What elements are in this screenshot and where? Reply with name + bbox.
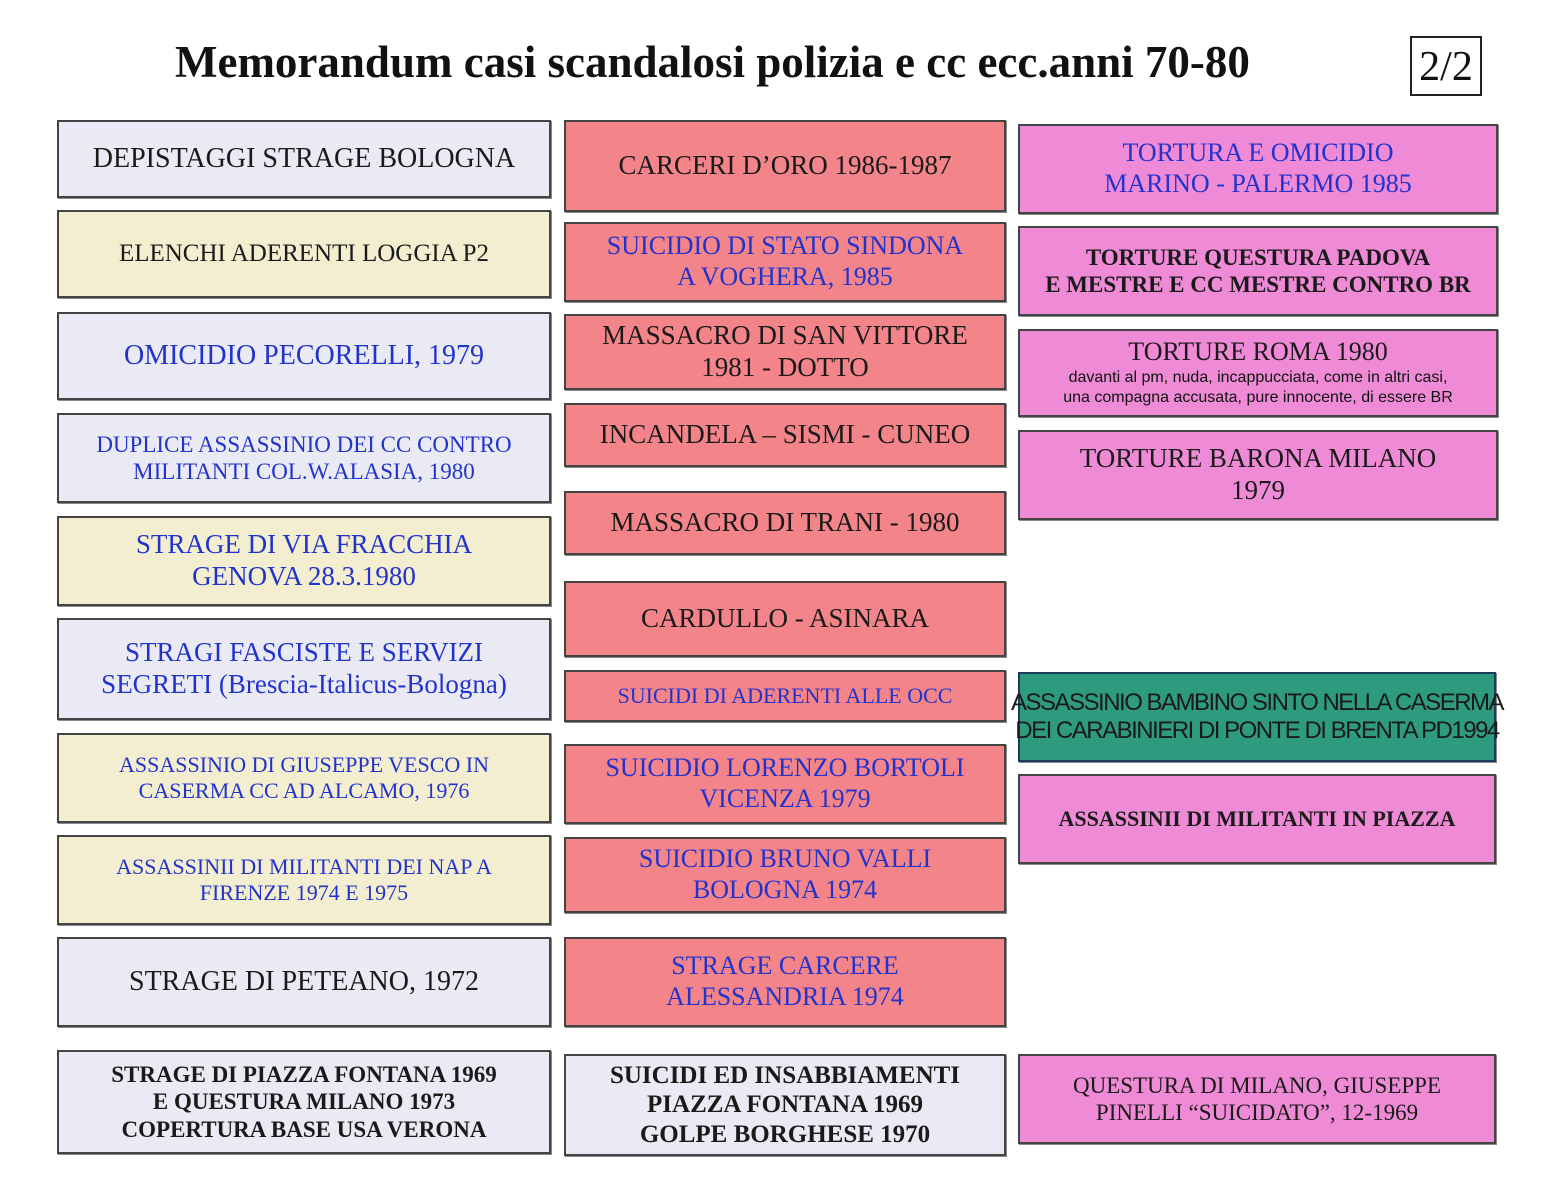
case-line: 1979 bbox=[1231, 475, 1285, 505]
case-subtext: una compagna accusata, pure innocente, di essere BR bbox=[1063, 389, 1453, 407]
case-line: STRAGE DI PIAZZA FONTANA 1969 bbox=[111, 1062, 497, 1088]
case-line: CARCERI D’ORO 1986-1987 bbox=[618, 150, 952, 181]
case-box-middle-6 bbox=[564, 581, 1006, 657]
case-box-left-8 bbox=[57, 835, 551, 925]
case-line: DEI CARABINIERI DI PONTE DI BRENTA PD1994 bbox=[1015, 717, 1499, 744]
case-line: SUICIDIO LORENZO BORTOLI bbox=[605, 753, 965, 783]
case-line: TORTURE QUESTURA PADOVA bbox=[1085, 244, 1431, 270]
case-line: STRAGI FASCISTE E SERVIZI bbox=[124, 637, 484, 668]
case-box-left-3 bbox=[57, 312, 551, 400]
case-line: INCANDELA – SISMI - CUNEO bbox=[599, 419, 971, 450]
case-line: ELENCHI ADERENTI LOGGIA P2 bbox=[118, 240, 490, 268]
case-line: MARINO - PALERMO 1985 bbox=[1104, 169, 1412, 198]
case-line: STRAGE DI PETEANO, 1972 bbox=[129, 966, 479, 998]
case-box-middle-9 bbox=[564, 837, 1006, 913]
case-box-middle-10 bbox=[564, 937, 1006, 1027]
case-line: SEGRETI (Brescia-Italicus-Bologna) bbox=[101, 669, 507, 699]
case-box-right-5 bbox=[1010, 672, 1504, 762]
case-box-middle-8 bbox=[564, 744, 1006, 824]
case-line: TORTURE BARONA MILANO bbox=[1079, 443, 1437, 474]
case-box-middle-11 bbox=[564, 1054, 1006, 1156]
case-line: SUICIDI DI ADERENTI ALLE OCC bbox=[617, 683, 953, 709]
case-box-left-2 bbox=[57, 210, 551, 298]
case-box-middle-7 bbox=[564, 670, 1006, 722]
case-line: GENOVA 28.3.1980 bbox=[192, 561, 416, 591]
case-box-right-7 bbox=[1018, 1054, 1496, 1144]
case-line: MILITANTI COL.W.ALASIA, 1980 bbox=[133, 459, 475, 484]
case-box-middle-5 bbox=[564, 491, 1006, 555]
case-box-right-1 bbox=[1018, 124, 1498, 214]
case-line: MASSACRO DI TRANI - 1980 bbox=[610, 507, 960, 538]
case-box-right-4 bbox=[1018, 430, 1498, 520]
case-line: 1981 - DOTTO bbox=[701, 352, 869, 382]
page-title bbox=[0, 36, 1554, 96]
case-line: OMICIDIO PECORELLI, 1979 bbox=[123, 340, 485, 372]
case-box-left-4 bbox=[57, 413, 551, 503]
case-line: TORTURA E OMICIDIO bbox=[1122, 138, 1394, 168]
case-box-left-7 bbox=[57, 733, 551, 823]
case-line: SUICIDI ED INSABBIAMENTI bbox=[609, 1061, 961, 1089]
case-line: FIRENZE 1974 E 1975 bbox=[199, 880, 409, 905]
case-box-left-10 bbox=[57, 1050, 551, 1154]
case-line: VICENZA 1979 bbox=[699, 784, 871, 813]
case-line: STRAGE DI VIA FRACCHIA bbox=[135, 529, 473, 560]
case-box-right-3 bbox=[1018, 329, 1498, 417]
case-line: QUESTURA DI MILANO, GIUSEPPE bbox=[1072, 1072, 1441, 1098]
case-line: ASSASSINII DI MILITANTI IN PIAZZA bbox=[1058, 806, 1456, 832]
case-subtext: davanti al pm, nuda, incappucciata, come in altri casi, bbox=[1068, 368, 1448, 386]
case-line: ASSASSINIO DI GIUSEPPE VESCO IN bbox=[119, 752, 489, 778]
case-line: CASERMA CC AD ALCAMO, 1976 bbox=[138, 778, 470, 803]
case-box-right-2 bbox=[1018, 226, 1498, 316]
case-box-left-6 bbox=[57, 618, 551, 720]
case-line: ASSASSINII DI MILITANTI DEI NAP A bbox=[116, 854, 492, 880]
case-line: ALESSANDRIA 1974 bbox=[666, 982, 904, 1011]
case-box-left-9 bbox=[57, 937, 551, 1027]
case-line: E QUESTURA MILANO 1973 bbox=[152, 1089, 456, 1115]
case-line: COPERTURA BASE USA VERONA bbox=[121, 1116, 487, 1142]
case-line: SUICIDIO BRUNO VALLI bbox=[638, 844, 932, 874]
case-box-left-1 bbox=[57, 120, 551, 198]
case-box-middle-1 bbox=[564, 120, 1006, 212]
case-box-middle-3 bbox=[564, 314, 1006, 390]
case-line: A VOGHERA, 1985 bbox=[677, 262, 893, 291]
case-line: DEPISTAGGI STRAGE BOLOGNA bbox=[92, 143, 516, 175]
case-line: STRAGE CARCERE bbox=[671, 951, 899, 981]
case-line: TORTURE ROMA 1980 bbox=[1128, 336, 1388, 366]
case-line: PINELLI “SUICIDATO”, 12-1969 bbox=[1095, 1100, 1419, 1125]
case-box-left-5 bbox=[57, 516, 551, 606]
case-line: E MESTRE E CC MESTRE CONTRO BR bbox=[1045, 272, 1471, 297]
case-line: DUPLICE ASSASSINIO DEI CC CONTRO bbox=[96, 431, 512, 457]
case-line: MASSACRO DI SAN VITTORE bbox=[602, 320, 968, 351]
case-line: ASSASSINIO BAMBINO SINTO NELLA CASERMA bbox=[1010, 688, 1504, 716]
case-line: GOLPE BORGHESE 1970 bbox=[639, 1120, 931, 1148]
case-box-middle-4 bbox=[564, 403, 1006, 467]
page-number: 2/2 bbox=[1410, 36, 1482, 96]
case-line: CARDULLO - ASINARA bbox=[640, 603, 929, 634]
case-box-right-6 bbox=[1018, 774, 1496, 864]
title-text: Memorandum casi scandalosi polizia e cc ecc.anni 70-80 bbox=[175, 37, 1250, 87]
case-box-middle-2 bbox=[564, 222, 1006, 302]
case-line: PIAZZA FONTANA 1969 bbox=[647, 1091, 923, 1119]
case-line: BOLOGNA 1974 bbox=[692, 875, 878, 904]
case-line: SUICIDIO DI STATO SINDONA bbox=[606, 231, 964, 261]
